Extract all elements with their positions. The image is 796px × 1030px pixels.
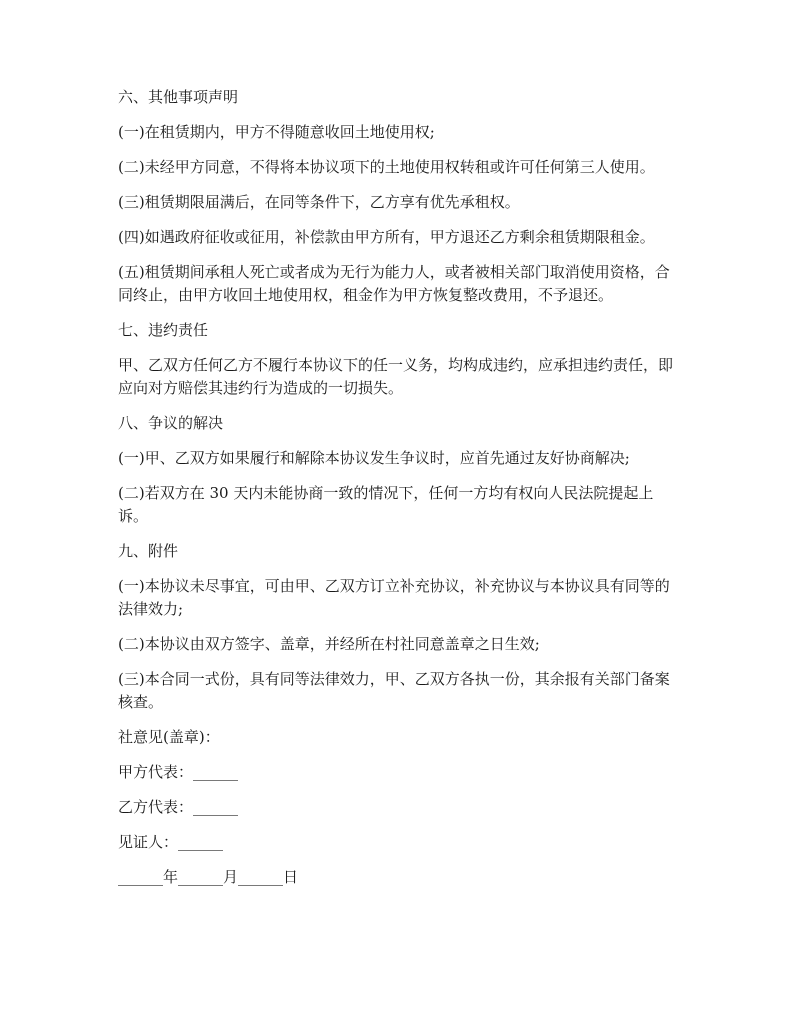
party-a-signature-line: 甲方代表：______	[118, 763, 239, 781]
document-page	[118, 86, 678, 889]
breach-clause: 甲、乙双方任何乙方不履行本协议下的任一义务，均构成违约，应承担违约责任，即应向对方赔偿其违约行为造成的一切损失。	[118, 356, 674, 397]
clause-6-2: (二)未经甲方同意，不得将本协议项下的土地使用权转租或许可任何第三人使用。	[118, 158, 655, 176]
section-heading-breach: 七、违约责任	[118, 321, 209, 339]
clause-9-2: (二)本协议由双方签字、盖章，并经所在村社同意盖章之日生效;	[118, 635, 540, 653]
section-heading-dispute: 八、争议的解决	[118, 414, 224, 432]
clause-6-5: (五)租赁期间承租人死亡或者成为无行为能力人，或者被相关部门取消使用资格，合同终止，由甲方收回土地使用权，租金作为甲方恢复整改费用，不予退还。	[118, 263, 670, 304]
clause-8-1: (一)甲、乙双方如果履行和解除本协议发生争议时，应首先通过友好协商解决;	[118, 449, 630, 467]
clause-9-1: (一)本协议未尽事宜，可由甲、乙双方订立补充协议，补充协议与本协议具有同等的法律效力;	[118, 577, 670, 618]
community-opinion-line: 社意见(盖章)：	[118, 728, 220, 746]
section-heading-appendix: 九、附件	[118, 542, 179, 560]
clause-6-1: (一)在租赁期内，甲方不得随意收回土地使用权;	[118, 123, 435, 141]
date-line: ______年______月______日	[118, 868, 299, 886]
party-b-signature-line: 乙方代表：______	[118, 798, 239, 816]
section-heading-other-matters: 六、其他事项声明	[118, 88, 239, 106]
clause-6-4: (四)如遇政府征收或征用，补偿款由甲方所有，甲方退还乙方剩余租赁期限租金。	[118, 228, 655, 246]
clause-8-2: (二)若双方在 30 天内未能协商一致的情况下，任何一方均有权向人民法院提起上诉。	[118, 484, 654, 525]
clause-6-3: (三)租赁期限届满后，在同等条件下，乙方享有优先承租权。	[118, 193, 520, 211]
clause-9-3: (三)本合同一式份，具有同等法律效力，甲、乙双方各执一份，其余报有关部门备案核查。	[118, 670, 670, 711]
witness-signature-line: 见证人：______	[118, 833, 224, 851]
